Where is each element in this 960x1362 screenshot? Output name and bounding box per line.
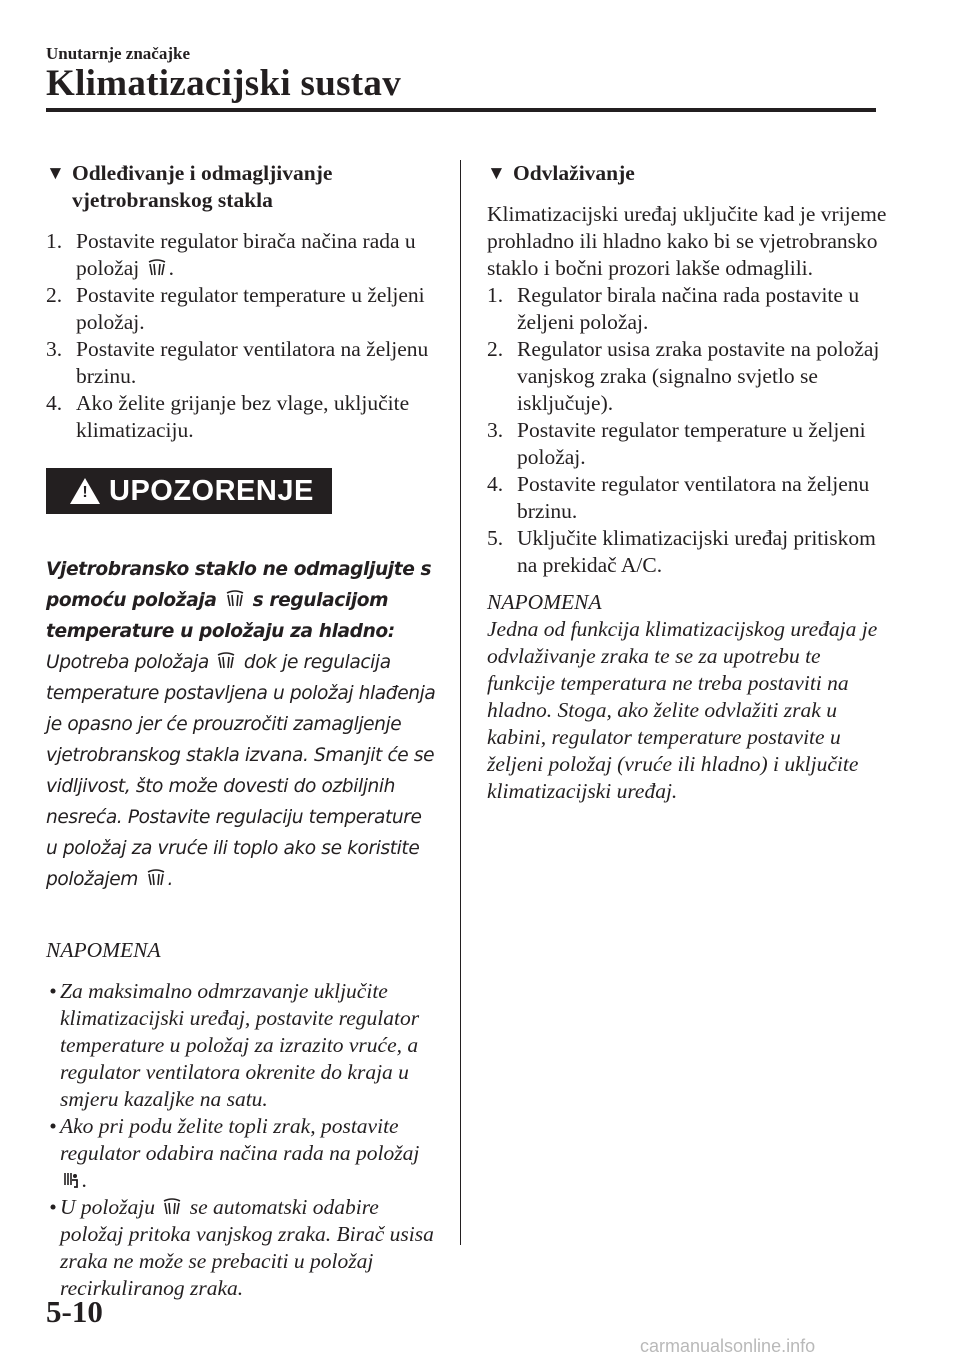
list-item: 3. Postavite regulator ventilatora na željenu brzinu. bbox=[46, 337, 429, 388]
list-item: 3. Postavite regulator temperature u željeni položaj. bbox=[487, 418, 866, 469]
list-item: 1. Regulator birala načina rada postavite u željeni položaj. bbox=[487, 283, 860, 334]
header-rule bbox=[46, 108, 876, 112]
list-item: 4. Ako želite grijanje bez vlage, uključite klimatizaciju. bbox=[46, 391, 410, 442]
note-text: Jedna od funkcija klimatizacijskog uređaja je odvlaživanje zraka te se za upotrebu te funkcije temperatura ne treba postaviti na hladno. Stoga, ako želite odvlažiti zrak u kabini, regulator temperature postavite u željeni položaj (vruće ili hladno) i uključite klimatizacijski uređaj. bbox=[487, 617, 878, 803]
note-label: NAPOMENA bbox=[46, 938, 161, 962]
windshield-defrost-icon bbox=[225, 590, 245, 608]
windshield-defrost-icon bbox=[162, 1198, 182, 1216]
page-number: 5-10 bbox=[46, 1294, 103, 1329]
note-label: NAPOMENA bbox=[487, 590, 602, 614]
list-item: • Ako pri podu želite topli zrak, postavite regulator odabira načina rada na položaj . bbox=[49, 1114, 420, 1192]
right-column bbox=[487, 160, 887, 805]
list-item: 1. Postavite regulator birača načina rada u položaj . bbox=[46, 229, 416, 280]
warning-icon: ! bbox=[70, 478, 100, 504]
left-column bbox=[46, 160, 438, 1302]
page-title: Klimatizacijski sustav bbox=[46, 63, 402, 104]
list-item: • U položaju se automatski odabire položaj pritoka vanjskog zraka. Birač usisa zraka ne može se prebaciti u položaj recirkuliranog zraka. bbox=[49, 1195, 434, 1300]
warning-text bbox=[46, 554, 438, 895]
list-item: 2. Postavite regulator temperature u željeni položaj. bbox=[46, 283, 425, 334]
note-list bbox=[46, 978, 438, 1302]
list-item: • Za maksimalno odmrzavanje uključite klimatizacijski uređaj, postavite regulator temperature u položaj za izrazito vruće, a regulator ventilatora okrenite do kraja u smjeru kazaljke na satu. bbox=[49, 979, 420, 1111]
dehumidify-intro: Klimatizacijski uređaj uključite kad je vrijeme prohladno ili hladno kako bi se vjetrobransko staklo i bočni prozori lakše odmaglili. bbox=[487, 202, 887, 280]
column-divider bbox=[460, 160, 461, 1245]
windshield-defrost-icon bbox=[216, 652, 236, 670]
dehumidify-steps bbox=[487, 282, 887, 579]
warning-body: Upotreba položaja dok je regulacija temperature postavljena u položaj hlađenja je opasno jer će prouzročiti zamagljenje vjetrobranskog stakla izvana. Smanjit će se vidljivost, što može dovesti do ozbiljnih nesreća. Postavite regulaciju temperature u položaj za vruće ili toplo ako se koristite položajem . bbox=[46, 652, 436, 890]
triangle-marker-icon: ▼ bbox=[487, 163, 506, 184]
windshield-defrost-icon bbox=[146, 869, 166, 887]
list-item: 2. Regulator usisa zraka postavite na položaj vanjskog zraka (signalno svjetlo se isključuje). bbox=[487, 337, 880, 415]
list-item: 4. Postavite regulator ventilatora na željenu brzinu. bbox=[487, 472, 870, 523]
windshield-defrost-icon bbox=[147, 259, 167, 277]
section-heading-defrost: ▼ Odleđivanje i odmagljivanje vjetrobranskog stakla bbox=[46, 161, 333, 212]
triangle-marker-icon: ▼ bbox=[46, 163, 65, 184]
floor-defrost-icon bbox=[62, 1171, 80, 1189]
section-label: Unutarnje značajke bbox=[46, 44, 191, 63]
list-item: 5. Uključite klimatizacijski uređaj pritiskom na prekidač A/C. bbox=[487, 526, 876, 577]
warning-banner: ! UPOZORENJE bbox=[46, 468, 332, 514]
warning-heading: Vjetrobransko staklo ne odmagljujte s pomoću položaja s regulacijom temperature u položaju za hladno: bbox=[46, 559, 432, 642]
watermark: carmanualsonline.info bbox=[640, 1336, 816, 1356]
defrost-steps bbox=[46, 228, 438, 444]
section-heading-dehumidify: ▼ Odvlaživanje bbox=[487, 161, 635, 185]
